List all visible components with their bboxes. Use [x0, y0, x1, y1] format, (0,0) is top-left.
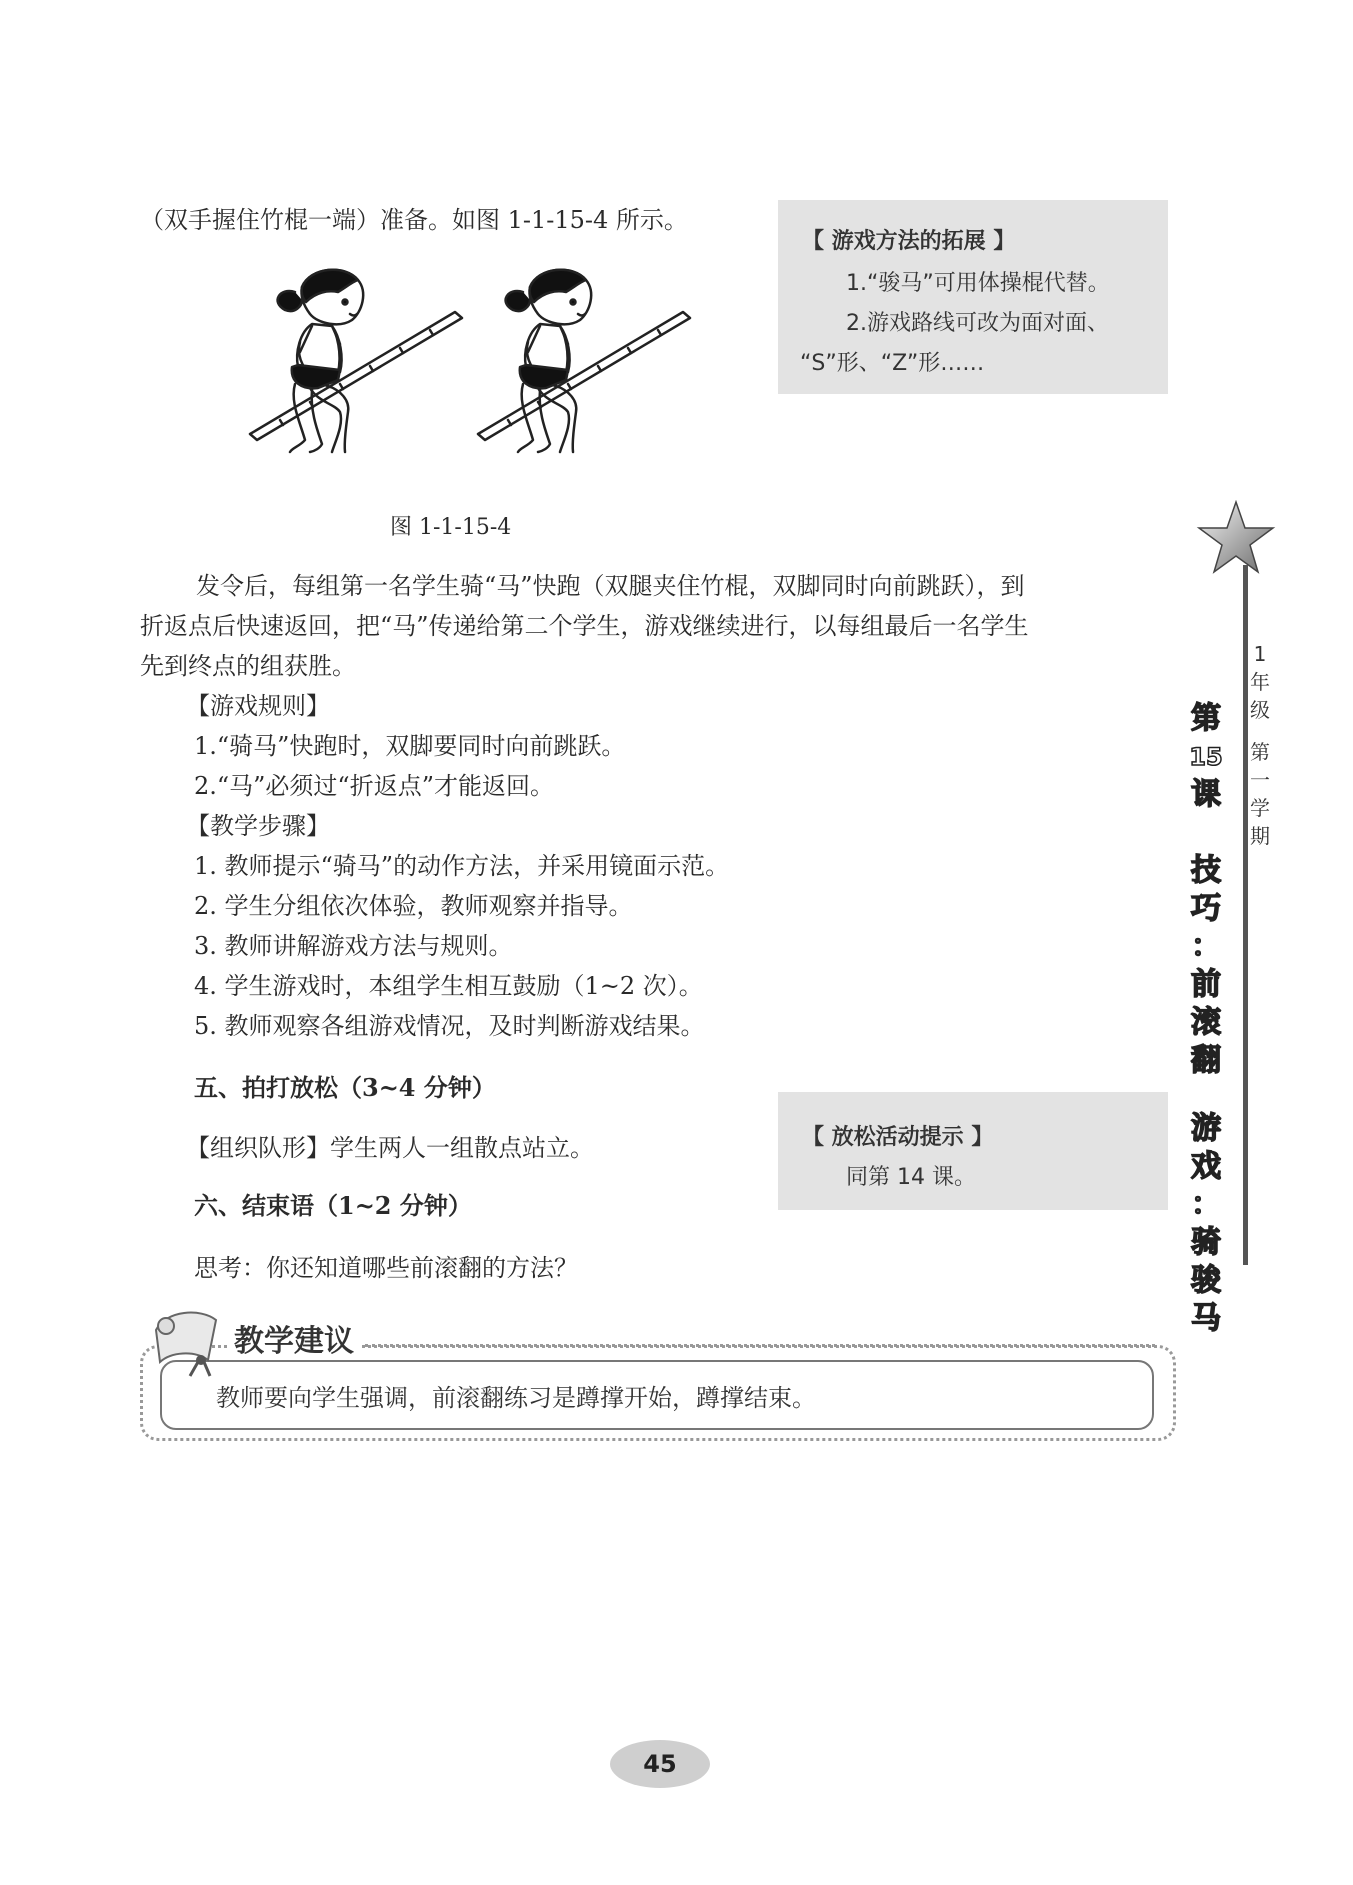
advice-text: 教师要向学生强调，前滚翻练习是蹲撑开始，蹲撑结束。: [216, 1384, 816, 1412]
rules-title: 【游戏规则】: [186, 692, 330, 720]
scroll-icon: [146, 1300, 226, 1380]
side-grade-label: 1 年 级 第 一 学 期: [1250, 642, 1270, 848]
section-heading-closing: 六、结束语（1~2 分钟）: [194, 1191, 472, 1220]
tip-line: “S”形、“Z”形……: [800, 351, 985, 376]
intro-line: （双手握住竹棍一端）准备。如图 1-1-15-4 所示。: [140, 206, 688, 234]
rule-item: 2.“马”必须过“折返点”才能返回。: [194, 772, 554, 800]
tip-box-title: 【 游戏方法的拓展 】: [802, 229, 1016, 254]
step-item: 3. 教师讲解游戏方法与规则。: [194, 932, 513, 960]
step-item: 2. 学生分组依次体验，教师观察并指导。: [194, 892, 633, 920]
step-item: 4. 学生游戏时，本组学生相互鼓励（1~2 次）。: [194, 972, 703, 1000]
figure-caption: 图 1-1-15-4: [390, 515, 512, 540]
tip-box-title: 【 放松活动提示 】: [802, 1125, 994, 1150]
tip-box-relax: [778, 1092, 1168, 1210]
section-text-formation: 【组织队形】学生两人一组散点站立。: [186, 1134, 594, 1162]
tip-line: 同第 14 课。: [846, 1165, 976, 1190]
star-icon: [1196, 500, 1276, 576]
side-lesson-label: 第 15 课 技 巧 ： 前 滚 翻 游 戏 ： 骑 骏 马: [1189, 701, 1223, 1336]
tip-line: 1.“骏马”可用体操棍代替。: [846, 271, 1110, 296]
paragraph-line: 发令后，每组第一名学生骑“马”快跑（双腿夹住竹棍，双脚同时向前跳跃），到: [196, 572, 1025, 600]
step-item: 5. 教师观察各组游戏情况，及时判断游戏结果。: [194, 1012, 705, 1040]
paragraph-line: 先到终点的组获胜。: [140, 652, 356, 680]
tip-line: 2.游戏路线可改为面对面、: [846, 311, 1109, 336]
step-item: 1. 教师提示“骑马”的动作方法，并采用镜面示范。: [194, 852, 730, 880]
advice-dotted-rule: [365, 1344, 1155, 1347]
advice-title: 教学建议: [228, 1316, 360, 1360]
section-text-question: 思考：你还知道哪些前滚翻的方法？: [194, 1254, 578, 1282]
paragraph-line: 折返点后快速返回，把“马”传递给第二个学生，游戏继续进行，以每组最后一名学生: [140, 612, 1029, 640]
section-heading-relax: 五、拍打放松（3~4 分钟）: [194, 1073, 496, 1102]
steps-title: 【教学步骤】: [186, 812, 330, 840]
page-number: 45: [610, 1740, 710, 1788]
figure-illustration: [240, 262, 710, 462]
tip-box-game-extension: [778, 200, 1168, 394]
rule-item: 1.“骑马”快跑时，双脚要同时向前跳跃。: [194, 732, 626, 760]
